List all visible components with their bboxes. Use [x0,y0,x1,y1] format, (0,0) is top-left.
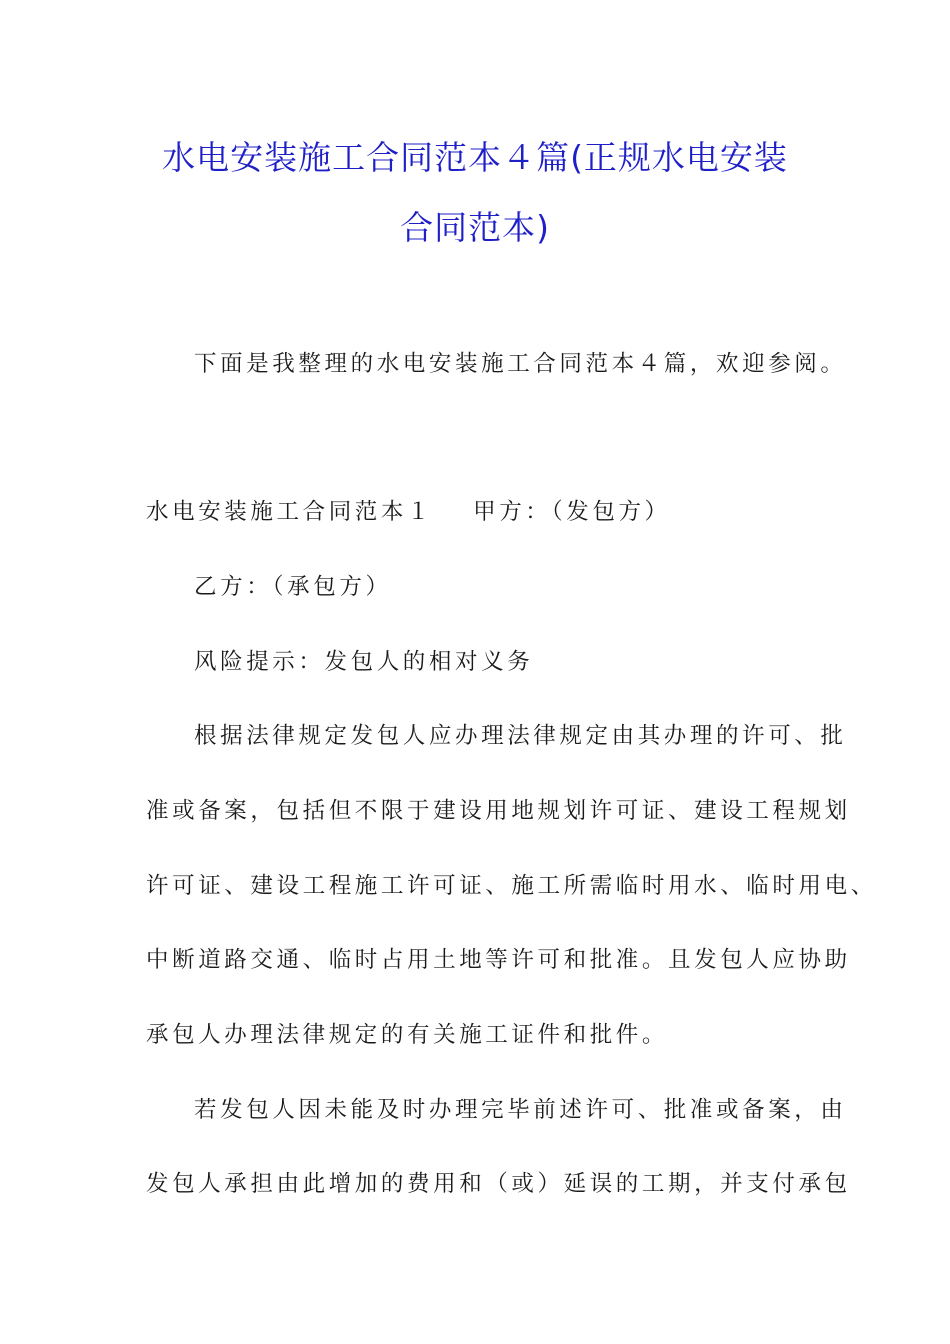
paragraph-1-line: 根据法律规定发包人应办理法律规定由其办理的许可、批 [194,723,847,749]
party-a-label: 甲方：（发包方） [473,499,671,525]
party-b-label: 乙方：（承包方） [194,574,392,600]
section-heading-row [146,494,671,526]
paragraph-2-line: 若发包人因未能及时办理完毕前述许可、批准或备案，由 [194,1097,847,1123]
risk-notice: 风险提示：发包人的相对义务 [194,649,534,675]
document-title-line-2: 合同范本) [400,208,550,247]
document-title-line-1: 水电安装施工合同范本４篇(正规水电安装 [162,138,788,177]
paragraph-2-line: 发包人承担由此增加的费用和（或）延误的工期，并支付承包 [146,1171,851,1197]
intro-paragraph: 下面是我整理的水电安装施工合同范本４篇，欢迎参阅。 [194,351,847,377]
paragraph-1-line: 中断道路交通、临时占用土地等许可和批准。且发包人应协助 [146,947,851,973]
paragraph-1-line: 准或备案，包括但不限于建设用地规划许可证、建设工程规划 [146,798,851,824]
section-heading: 水电安装施工合同范本１ [146,499,434,525]
paragraph-1-line: 许可证、建设工程施工许可证、施工所需临时用水、临时用电、 [146,873,877,899]
paragraph-1-line: 承包人办理法律规定的有关施工证件和批件。 [146,1022,669,1048]
